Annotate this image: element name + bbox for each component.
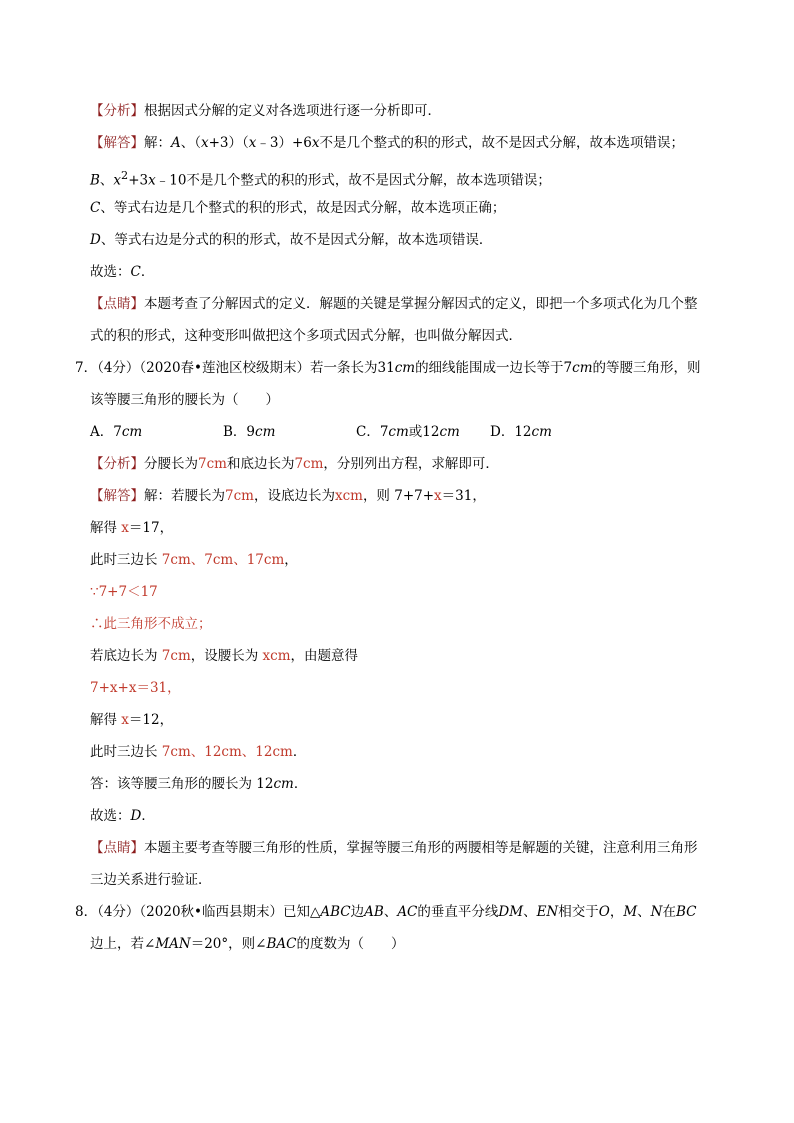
q7-reply: 答：该等腰三角形的腰长为 12cm． (90, 776, 308, 792)
q7-solve2: 解得 x＝12， (90, 712, 174, 728)
q6-answer-b: B、$x^2+3x﹣10$不是几个整式的积的形式，故不是因式分解，故本选项错误； (90, 169, 551, 189)
question-number: 7． (75, 360, 98, 376)
q6-comment-line1: 【点睛】本题考查了分解因式的定义．解题的关键是掌握分解因式的定义，即把一个多项式化为几个整 (90, 296, 698, 312)
question-number: 8． (75, 904, 98, 920)
q8-stem-line2: 边上，若∠MAN＝20°，则∠BAC的度数为（ ） (90, 936, 405, 952)
q7-analysis: 【分析】分腰长为7cm和底边长为7cm，分别列出方程，求解即可． (90, 456, 499, 472)
option-a: A．7cm (90, 424, 143, 440)
q7-comment-line2: 三边关系进行验证． (90, 872, 212, 888)
option-b: B．9cm (223, 424, 276, 440)
q7-solve1: 解得 x＝17， (90, 520, 174, 536)
q6-answer-a: 【解答】解：A、（x+3）（x﹣3）+6x不是几个整式的积的形式，故不是因式分解，故本选项错误； (90, 135, 685, 151)
q7-options (90, 422, 623, 442)
comment-tag: 【点睛】 (90, 296, 144, 312)
q7-answer: 【解答】解：若腰长为7cm，设底边长为xcm，则 7+7+x＝31， (90, 488, 486, 504)
comment-tag: 【点睛】 (90, 840, 144, 856)
q6-answer-c: C、等式右边是几个整式的积的形式，故是因式分解，故本选项正确； (90, 200, 506, 216)
option-c: C．7cm或12cm (356, 424, 460, 440)
q7-case2: 若底边长为 7cm，设腰长为 xcm，由题意得 (90, 648, 359, 664)
q7-therefore: ∴此三角形不成立； (90, 616, 212, 632)
q6-comment-line2: 式的积的形式，这种变形叫做把这个多项式因式分解，也叫做分解因式． (90, 328, 522, 344)
answer-tag: 【解答】 (90, 135, 144, 151)
q7-sides2: 此时三边长 7cm、12cm、12cm． (90, 744, 307, 760)
q7-eq2: 7+x+x＝31， (90, 680, 181, 696)
q7-stem-line1: 7．（4分）（2020春•莲池区校级期末）若一条长为31cm的细线能围成一边长等于7cm的等腰三角形，则 (75, 360, 701, 376)
analysis-tag: 【分析】 (90, 103, 144, 119)
q7-sides1: 此时三边长 7cm、7cm、17cm， (90, 552, 298, 568)
q6-analysis: 【分析】根据因式分解的定义对各选项进行逐一分析即可． (90, 103, 441, 119)
q6-answer-d: D、等式右边是分式的积的形式，故不是因式分解，故本选项错误． (90, 232, 493, 248)
q7-stem-line2: 该等腰三角形的腰长为（ ） (90, 392, 279, 408)
analysis-tag: 【分析】 (90, 456, 144, 472)
option-d: D．12cm (490, 424, 552, 440)
q8-stem-line1: 8．（4分）（2020秋•临西县期末）已知△ABC边AB、AC的垂直平分线DM、EN相交于O，M、N在BC (75, 904, 697, 920)
q7-choice: 故选：D． (90, 808, 155, 824)
q7-comment-line1: 【点睛】本题主要考查等腰三角形的性质，掌握等腰三角形的两腰相等是解题的关键，注意利用三角形 (90, 840, 698, 856)
q7-because: ∵7+7＜17 (90, 584, 158, 600)
q6-choice: 故选：C． (90, 264, 155, 280)
answer-tag: 【解答】 (90, 488, 144, 504)
